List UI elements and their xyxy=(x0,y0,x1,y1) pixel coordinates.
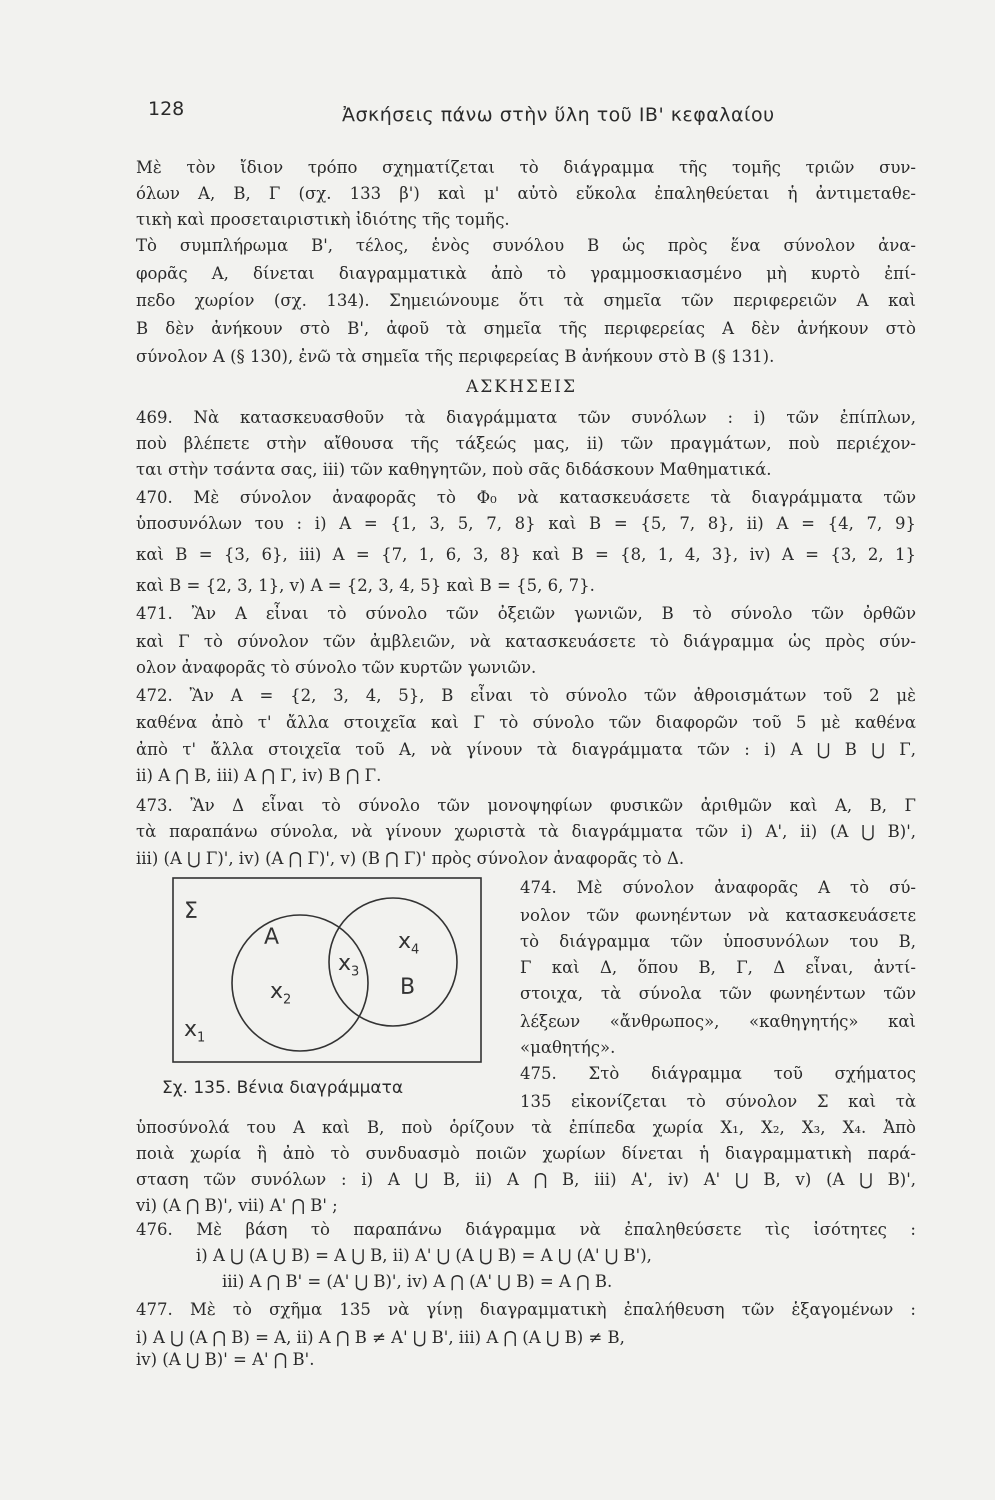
exercise-line: Γ καὶ Δ, ὅπου Β, Γ, Δ εἶναι, ἀντί- xyxy=(520,958,916,977)
exercise-line: i) Α ⋃ (Α ⋂ Β) = Α, ii) Α ⋂ Β ≠ Α' ⋃ Β', iii) Α ⋂ (Α ⋃ Β) ≠ Β, xyxy=(136,1328,625,1347)
intro-line: πεδο χωρίον (σχ. 134). Σημειώνουμε ὅτι τὰ σημεῖα τῶν περιφερειῶν Α καὶ xyxy=(136,291,916,310)
running-head: Ἀσκήσεις πάνω στὴν ὕλη τοῦ ΙΒ' κεφαλαίου xyxy=(342,104,775,126)
label-x4-index: 4 xyxy=(411,942,420,958)
intro-line: φορᾶς Α, δίνεται διαγραμματικὰ ἀπὸ τὸ γραμμοσκιασμένο μὴ κυρτὸ ἐπί- xyxy=(136,264,916,283)
label-x3 xyxy=(338,951,359,979)
intro-line: όλων Α, Β, Γ (σχ. 133 β') καὶ μ' αὐτὸ εὔκολα ἐπαληθεύεται ἡ ἀντιμεταθε- xyxy=(136,184,916,203)
universe-rectangle xyxy=(173,878,481,1062)
intro-line: Μὲ τὸν ἴδιον τρόπο σχηματίζεται τὸ διάγραμμα τῆς τομῆς τριῶν συν- xyxy=(136,158,916,177)
exercise-line: 472. Ἂν Α = {2, 3, 4, 5}, Β εἶναι τὸ σύνολο τῶν ἀθροισμάτων τοῦ 2 μὲ xyxy=(136,686,916,705)
exercise-line: 471. Ἂν Α εἶναι τὸ σύνολο τῶν ὀξειῶν γωνιῶν, Β τὸ σύνολο τῶν ὀρθῶν xyxy=(136,604,916,623)
exercise-line: ὑποσύνολά του Α καὶ Β, ποὺ ὁρίζουν τὰ ἐπίπεδα χωρία Χ₁, Χ₂, Χ₃, Χ₄. Ἀπὸ xyxy=(136,1118,916,1137)
section-title: ΑΣΚΗΣΕΙΣ xyxy=(466,377,577,397)
intro-line: Τὸ συμπλήρωμα Β', τέλος, ἑνὸς συνόλου Β ὡς πρὸς ἕνα σύνολον ἀνα- xyxy=(136,236,916,255)
exercise-line: καὶ Γ τὸ σύνολον τῶν ἀμβλειῶν, νὰ κατασκευάσετε τὸ διάγραμμα ὡς πρὸς σύν- xyxy=(136,632,916,651)
exercise-line: 475. Στὸ διάγραμμα τοῦ σχήματος xyxy=(520,1064,916,1083)
exercise-line: ποιὰ χωρία ἢ ἀπὸ τὸ συνδυασμὸ ποιῶν χωρίων δίνεται ἡ διαγραμματικὴ παρά- xyxy=(136,1144,916,1163)
exercise-line: ποὺ βλέπετε στὴν αἴθουσα τῆς τάξεώς μας, ii) τῶν πραγμάτων, ποὺ περιέχον- xyxy=(136,434,916,453)
exercise-line: ii) Α ⋂ Β, iii) Α ⋂ Γ, iv) Β ⋂ Γ. xyxy=(136,766,382,785)
exercise-line: 477. Μὲ τὸ σχῆμα 135 νὰ γίνῃ διαγραμματικὴ ἐπαλήθευση τῶν ἑξαγομένων : xyxy=(136,1300,916,1319)
exercise-line: καὶ Β = {3, 6}, iii) Α = {7, 1, 6, 3, 8} καὶ Β = {8, 1, 4, 3}, iv) Α = {3, 2, 1} xyxy=(136,545,916,564)
label-x1-letter: x xyxy=(184,1017,198,1042)
exercise-line: ται στὴν τσάντα σας, iii) τῶν καθηγητῶν, ποὺ σᾶς διδάσκουν Μαθηματικά. xyxy=(136,460,772,479)
exercise-line: τὸ διάγραμμα τῶν ὑποσυνόλων του Β, xyxy=(520,932,916,951)
page-number: 128 xyxy=(148,98,185,120)
label-x4-letter: x xyxy=(398,929,412,954)
exercise-line: ολον ἀναφορᾶς τὸ σύνολο τῶν κυρτῶν γωνιῶν. xyxy=(136,658,537,677)
intro-line: Β δὲν ἀνήκουν στὸ Β', ἀφοῦ τὰ σημεῖα τῆς περιφερείας Α δὲν ἀνήκουν στὸ xyxy=(136,319,916,338)
exercise-line: λέξεων «ἄνθρωπος», «καθηγητής» καὶ xyxy=(520,1012,916,1031)
exercise-line: vi) (Α ⋂ Β)', vii) Α' ⋂ Β' ; xyxy=(136,1196,338,1215)
label-sigma: Σ xyxy=(184,899,198,924)
label-set-a: Α xyxy=(264,925,280,950)
label-x1-index: 1 xyxy=(197,1030,206,1046)
intro-line: τικὴ καὶ προσεταιριστικὴ ἰδιότης τῆς τομῆς. xyxy=(136,210,510,229)
exercise-line: 469. Νὰ κατασκευασθοῦν τὰ διαγράμματα τῶν συνόλων : i) τῶν ἐπίπλων, xyxy=(136,408,916,427)
label-set-b: Β xyxy=(400,975,416,1000)
set-a-circle xyxy=(232,915,368,1051)
exercise-line: στοιχα, τὰ σύνολα τῶν φωνηέντων τῶν xyxy=(520,984,916,1003)
exercise-line: σταση τῶν συνόλων : i) Α ⋃ Β, ii) Α ⋂ Β, iii) Α', iv) Α' ⋃ Β, v) (Α ⋃ Β)', xyxy=(136,1170,916,1189)
exercise-line: νολον τῶν φωνηέντων νὰ κατασκευάσετε xyxy=(520,906,916,925)
exercise-line: iii) Α ⋂ Β' = (Α' ⋃ Β)', iv) Α ⋂ (Α' ⋃ Β) = Α ⋂ Β. xyxy=(222,1272,613,1291)
exercise-line: ὑποσυνόλων του : i) Α = {1, 3, 5, 7, 8} καὶ Β = {5, 7, 8}, ii) Α = {4, 7, 9} xyxy=(136,514,916,533)
exercise-line: ἀπὸ τ' ἄλλα στοιχεῖα τοῦ Α, νὰ γίνουν τὰ διαγράμματα τῶν : i) Α ⋃ Β ⋃ Γ, xyxy=(136,740,916,759)
exercise-line: iii) (Α ⋃ Γ)', iv) (Α ⋂ Γ)', v) (Β ⋂ Γ)' πρὸς σύνολον ἀναφορᾶς τὸ Δ. xyxy=(136,849,685,868)
label-x2 xyxy=(270,979,291,1007)
exercise-line: 470. Μὲ σύνολον ἀναφορᾶς τὸ Φ₀ νὰ κατασκευάσετε τὰ διαγράμματα τῶν xyxy=(136,488,916,507)
label-x4 xyxy=(398,929,419,957)
exercise-line: 473. Ἂν Δ εἶναι τὸ σύνολο τῶν μονοψηφίων φυσικῶν ἀριθμῶν καὶ Α, Β, Γ xyxy=(136,796,916,815)
exercise-line: 476. Μὲ βάση τὸ παραπάνω διάγραμμα νὰ ἐπαληθεύσετε τὶς ἰσότητες : xyxy=(136,1220,916,1239)
intro-line: σύνολον Α (§ 130), ἐνῶ τὰ σημεῖα τῆς περιφερείας Β ἀνήκουν στὸ Β (§ 131). xyxy=(136,347,775,366)
label-x2-index: 2 xyxy=(283,992,292,1008)
exercise-line: i) Α ⋃ (Α ⋃ Β) = Α ⋃ Β, ii) Α' ⋃ (Α ⋃ Β) = Α ⋃ (Α' ⋃ Β'), xyxy=(196,1246,652,1265)
figure-caption: Σχ. 135. Βένια διαγράμματα xyxy=(162,1078,404,1098)
label-x3-letter: x xyxy=(338,951,352,976)
label-x1 xyxy=(184,1017,205,1045)
exercise-line: καὶ Β = {2, 3, 1}, v) Α = {2, 3, 4, 5} καὶ Β = {5, 6, 7}. xyxy=(136,576,595,595)
label-x3-index: 3 xyxy=(351,964,360,980)
exercise-line: 135 εἰκονίζεται τὸ σύνολον Σ καὶ τὰ xyxy=(520,1092,916,1111)
label-x2-letter: x xyxy=(270,979,284,1004)
venn-diagram-drawing xyxy=(172,877,482,1063)
exercise-line: τὰ παραπάνω σύνολα, νὰ γίνουν χωριστὰ τὰ διαγράμματα τῶν i) Α', ii) (Α ⋃ Β)', xyxy=(136,822,916,841)
exercise-line: iv) (Α ⋃ Β)' = Α' ⋂ Β'. xyxy=(136,1350,315,1369)
venn-diagram xyxy=(172,877,482,1063)
exercise-line: 474. Μὲ σύνολον ἀναφορᾶς Α τὸ σύ- xyxy=(520,878,916,897)
exercise-line: «μαθητής». xyxy=(520,1038,616,1057)
exercise-line: καθένα ἀπὸ τ' ἄλλα στοιχεῖα καὶ Γ τὸ σύνολο τῶν διαφορῶν τοῦ 5 μὲ καθένα xyxy=(136,713,916,732)
